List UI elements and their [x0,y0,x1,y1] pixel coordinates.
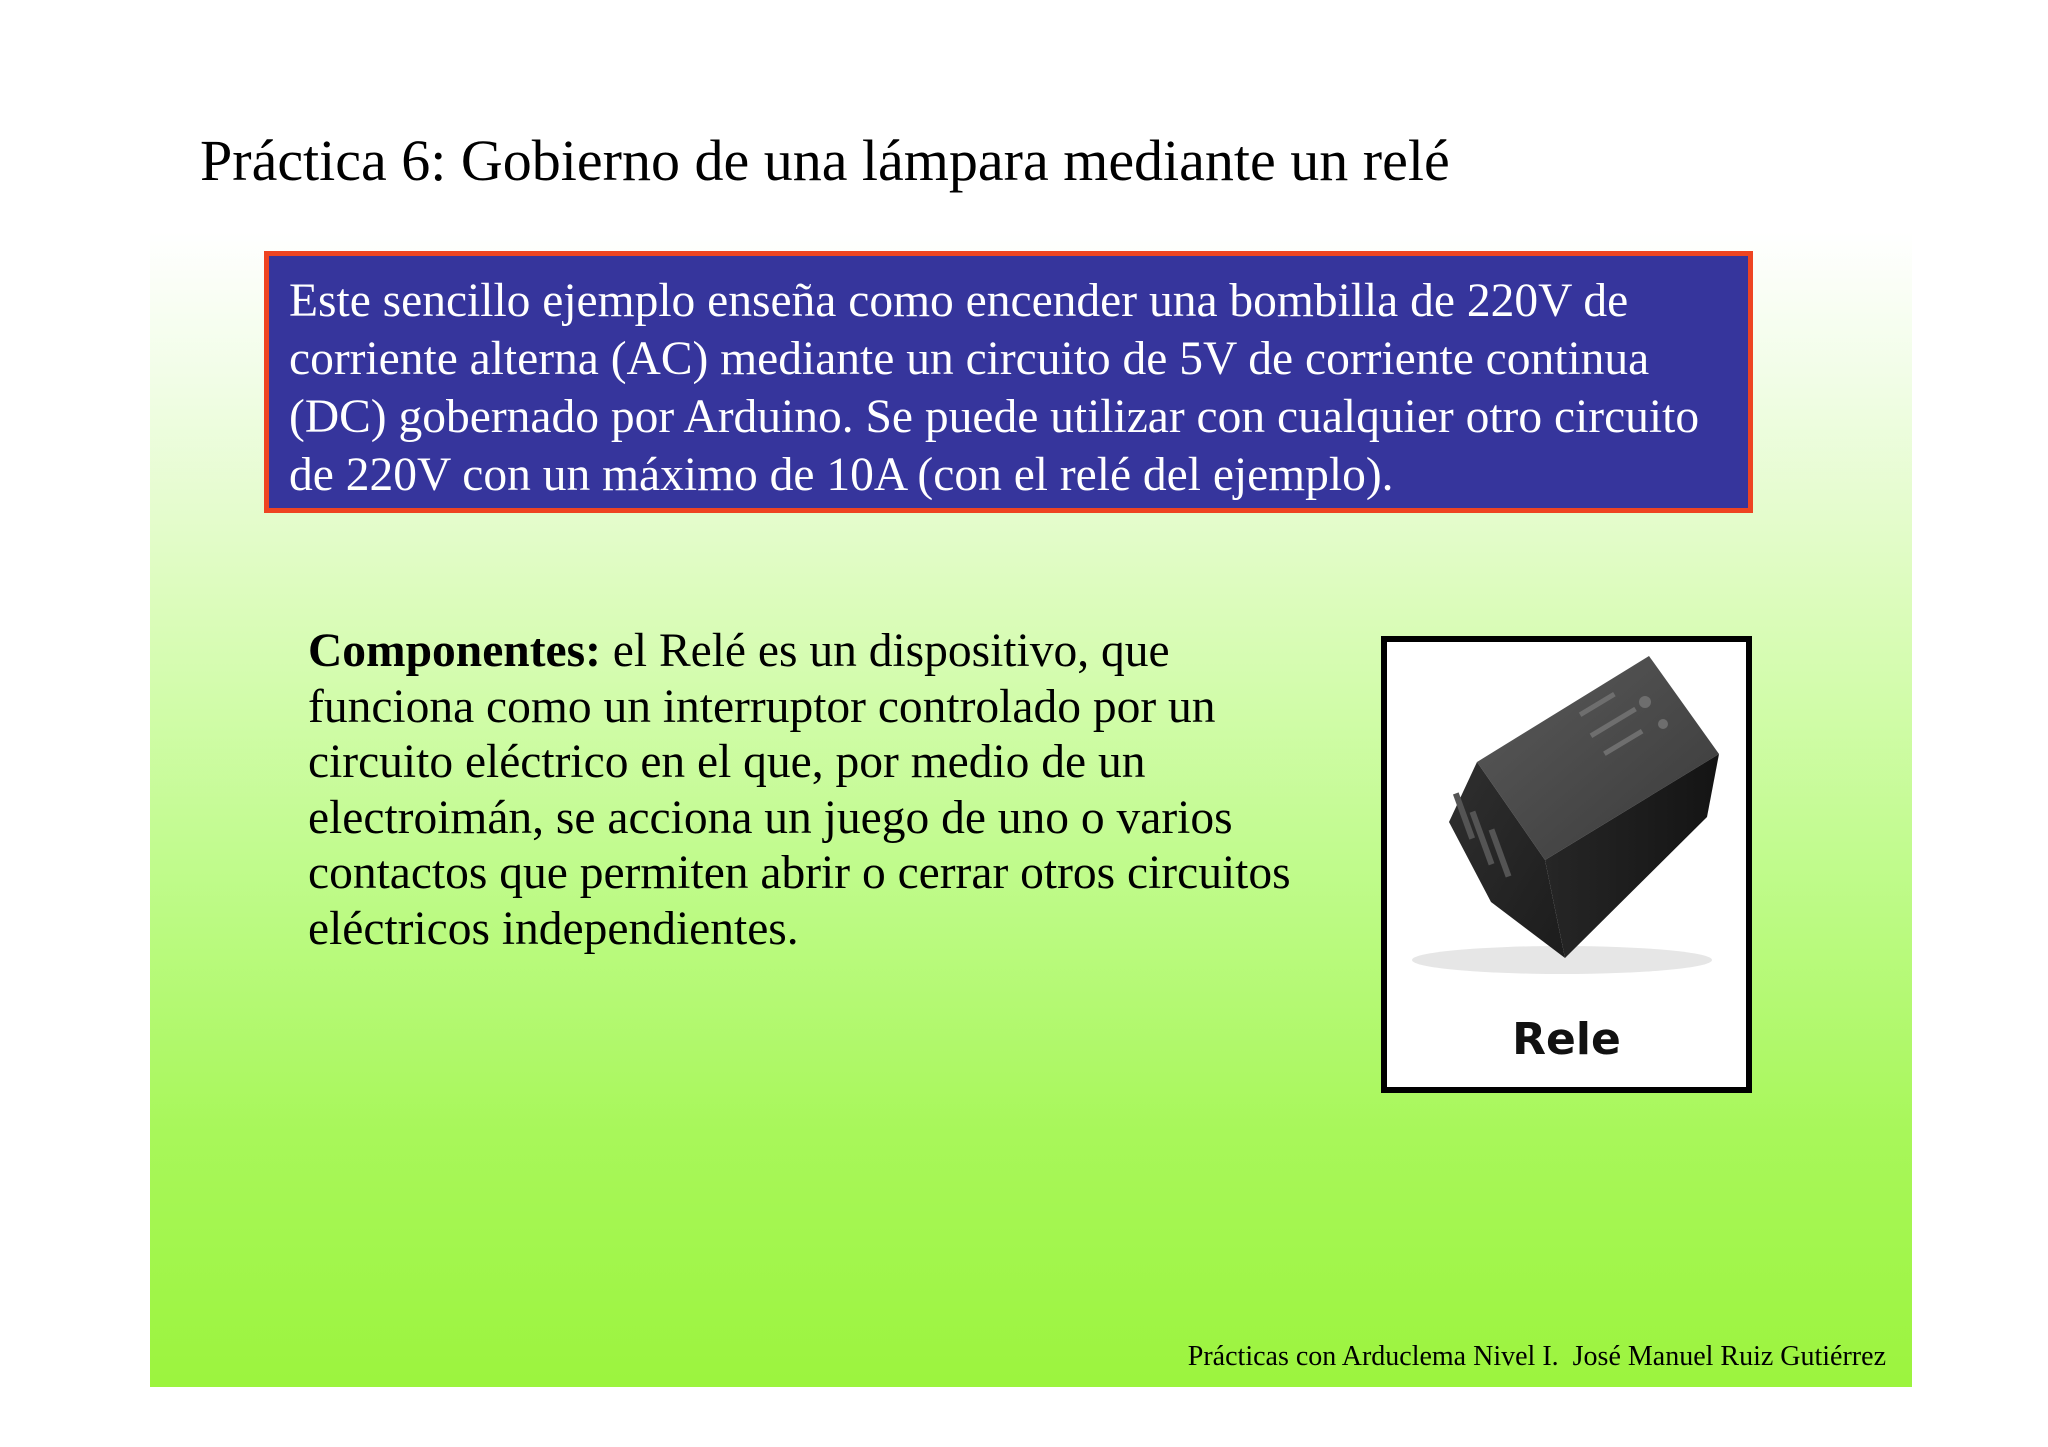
components-description: el Relé es un dispositivo, que funciona como un interruptor controlado por un circuito eléctrico en el que, por medio de un electroimán, se acciona un juego de uno o varios contactos que permiten abrir o cerrar otros circuitos eléctricos independientes. [308,625,1291,955]
relay-component-icon [1387,642,1746,982]
relay-figure [1381,636,1752,1093]
footer-credit: Prácticas con Arduclema Nivel I. José Manuel Ruiz Gutiérrez [1187,1341,1886,1372]
relay-caption: Rele [1512,1014,1621,1065]
components-label: Componentes: [308,625,601,677]
slide-title: Práctica 6: Gobierno de una lámpara mediante un relé [200,128,1450,193]
components-paragraph [308,624,1298,957]
intro-box [264,251,1753,513]
intro-text: Este sencillo ejemplo enseña como encender una bombilla de 220V de corriente alterna (AC) mediante un circuito de 5V de corriente continua (DC) gobernado por Arduino. Se puede utilizar con cualquier otro circuito de 220V con un máximo de 10A (con el relé del ejemplo). [289,275,1700,501]
